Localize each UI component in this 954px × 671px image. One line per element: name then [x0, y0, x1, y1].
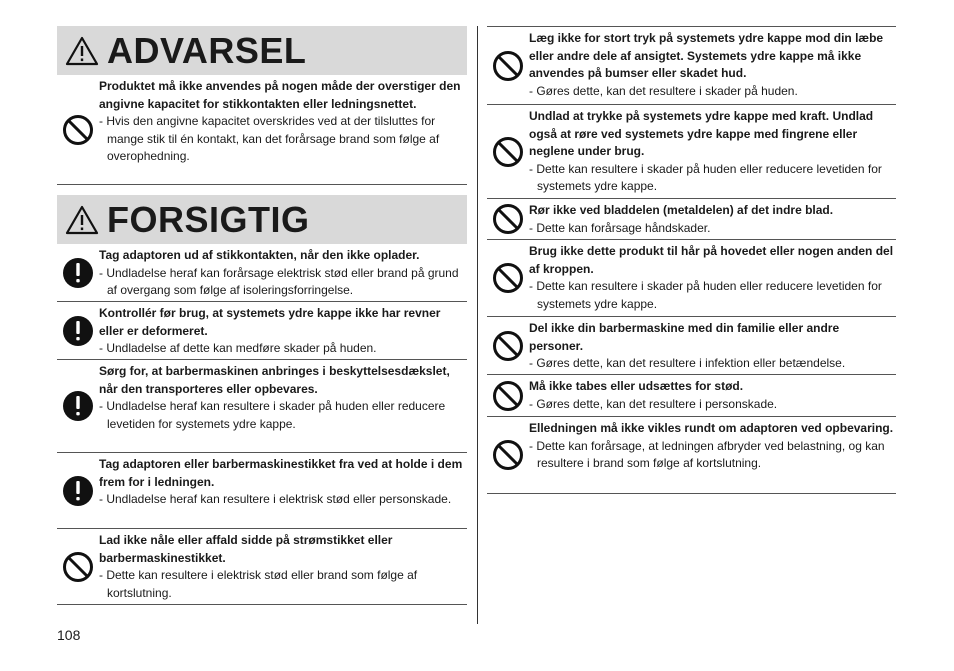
prohibition-icon [487, 420, 529, 490]
warning-triangle-icon [65, 205, 99, 235]
item-heading: Elledningen må ikke vikles rundt om adaptoren ved opbevaring. [529, 421, 894, 435]
warning-banner [57, 26, 467, 75]
caution-item [487, 317, 896, 375]
item-heading: Produktet må ikke anvendes på nogen måde der overstiger den angivne kapacitet for stikkontakten eller ledningsnettet. [99, 79, 461, 111]
item-description: - Dette kan resultere i elektrisk stød eller brand som følge af kortslutning. [99, 568, 418, 600]
item-heading: Undlad at trykke på systemets ydre kappe med kraft. Undlad også at røre ved systemets ydre kappe med fingrene eller neglene under brug. [529, 109, 874, 158]
caution-item [57, 453, 467, 529]
item-heading: Lad ikke nåle eller affald sidde på strømstikket eller barbermaskinestikket. [99, 533, 393, 565]
caution-title: FORSIGTIG [107, 198, 310, 240]
item-description: - Undladelse heraf kan resultere i skader på huden eller reducere levetiden for systemets ydre kappe. [99, 399, 446, 431]
item-heading: Kontrollér før brug, at systemets ydre kappe ikke har revner eller er deformeret. [99, 306, 441, 338]
item-heading: Tag adaptoren ud af stikkontakten, når den ikke oplader. [99, 248, 420, 262]
warning-title: ADVARSEL [107, 29, 307, 71]
caution-item [487, 105, 896, 199]
prohibition-icon [487, 30, 529, 101]
item-description: - Hvis den angivne kapacitet overskrides ved at der tilsluttes for mange stik til én kontakt, kan det forårsage brand som følge af overophedning. [99, 114, 440, 163]
prohibition-icon [487, 378, 529, 413]
item-heading: Læg ikke for stort tryk på systemets ydre kappe mod din læbe eller andre dele af ansigtet. Systemets ydre kappe må ikke anvendes på bumser eller skadet hud. [529, 31, 884, 80]
item-description: - Gøres dette, kan det resultere i infektion eller betændelse. [529, 356, 846, 370]
left-column [57, 26, 467, 605]
item-heading: Brug ikke dette produkt til hår på hovedet eller nogen anden del af kroppen. [529, 244, 894, 276]
caution-item [57, 529, 467, 605]
caution-item [57, 244, 467, 302]
column-divider [477, 26, 478, 624]
caution-item [487, 417, 896, 494]
prohibition-icon [487, 202, 529, 236]
item-heading: Rør ikke ved bladdelen (metaldelen) af det indre blad. [529, 203, 834, 217]
mandatory-icon [57, 305, 99, 356]
item-description: - Dette kan resultere i skader på huden eller reducere levetiden for systemets ydre kappe. [529, 161, 882, 193]
caution-item [487, 240, 896, 317]
item-description: - Undladelse af dette kan medføre skader på huden. [99, 341, 377, 355]
item-heading: Må ikke tabes eller udsættes for stød. [529, 379, 744, 393]
mandatory-icon [57, 456, 99, 525]
prohibition-icon [487, 320, 529, 371]
caution-banner [57, 195, 467, 244]
prohibition-icon [57, 532, 99, 601]
mandatory-icon [57, 363, 99, 449]
caution-item [487, 199, 896, 240]
item-description: - Undladelse heraf kan forårsage elektrisk stød eller brand på grund af overgang som følge af isoleringsforringelse. [99, 265, 459, 297]
prohibition-icon [487, 243, 529, 313]
caution-item [57, 302, 467, 360]
item-description: - Undladelse heraf kan resultere i elektrisk stød eller personskade. [99, 492, 452, 506]
warning-triangle-icon [65, 36, 99, 66]
mandatory-icon [57, 247, 99, 298]
right-column [487, 26, 896, 494]
caution-item [487, 375, 896, 417]
item-description: - Dette kan resultere i skader på huden eller reducere levetiden for systemets ydre kappe. [529, 279, 882, 311]
item-description: - Dette kan forårsage, at ledningen afbryder ved belastning, og kan resultere i brand som følge af kortslutning. [529, 438, 885, 470]
caution-item [487, 27, 896, 105]
item-heading: Del ikke din barbermaskine med din familie eller andre personer. [529, 321, 840, 353]
warning-item [57, 75, 467, 185]
item-description: - Gøres dette, kan det resultere i personskade. [529, 396, 778, 411]
item-description: - Dette kan forårsage håndskader. [529, 220, 711, 235]
prohibition-icon [487, 108, 529, 195]
caution-item [57, 360, 467, 453]
item-description: - Gøres dette, kan det resultere i skader på huden. [529, 83, 798, 98]
item-heading: Sørg for, at barbermaskinen anbringes i beskyttelsesdækslet, når den transporteres eller opbevares. [99, 364, 450, 396]
item-heading: Tag adaptoren eller barbermaskinestikket fra ved at holde i dem frem for i ledningen. [99, 457, 463, 489]
prohibition-icon [57, 78, 99, 181]
page-number: 108 [57, 627, 81, 643]
